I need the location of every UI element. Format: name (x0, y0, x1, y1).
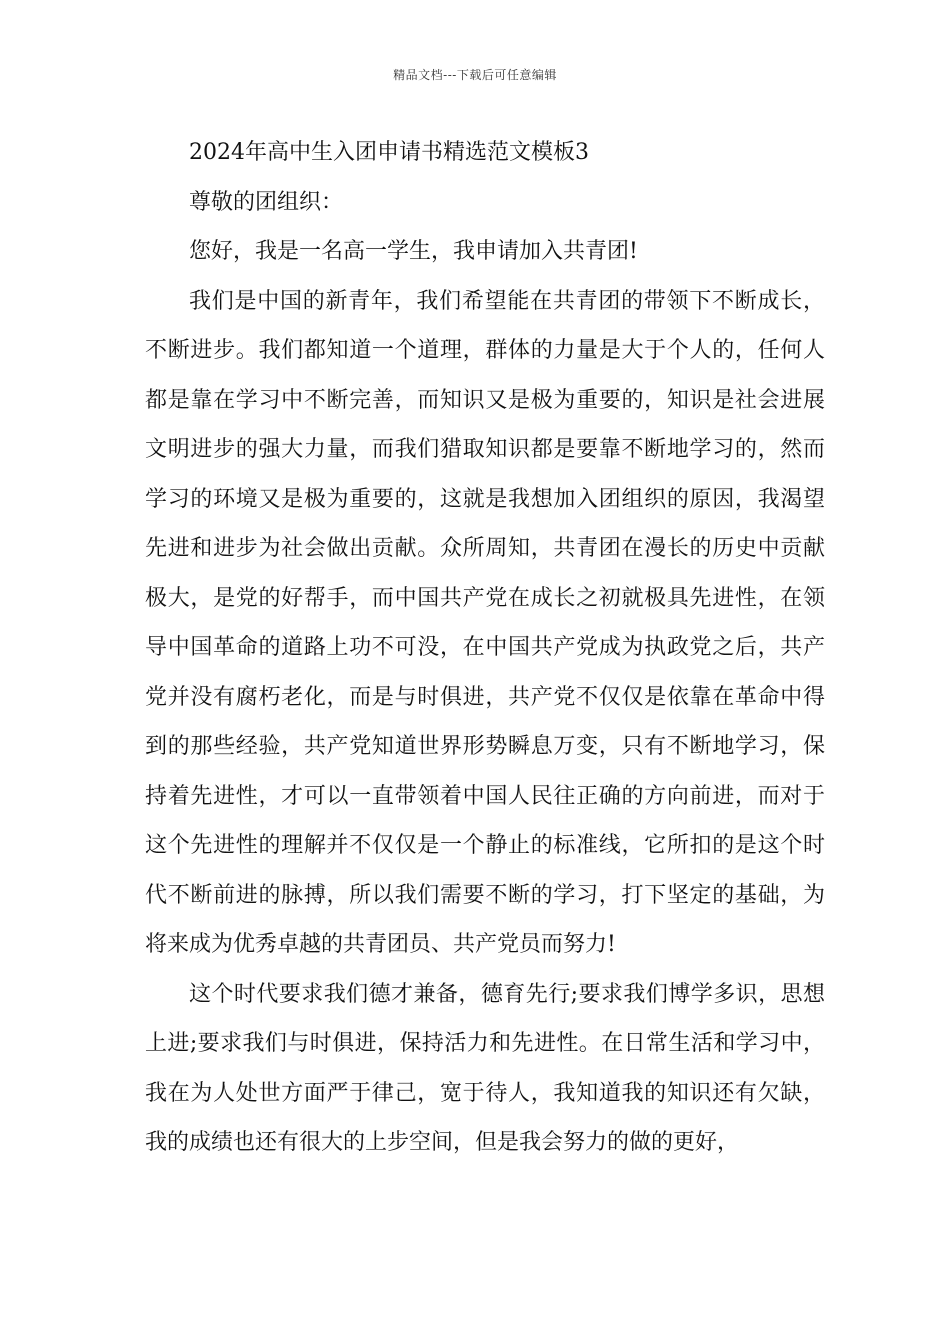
paragraph-1: 我们是中国的新青年，我们希望能在共青团的带领下不断成长，不断进步。我们都知道一个道理，群体的力量是大于个人的，任何人都是靠在学习中不断完善，而知识又是极为重要的，知识是社会进展文明进步的强大力量，而我们猎取知识都是要靠不断地学习的，然而学习的环境又是极为重要的，这就是我想加入团组织的原因，我渴望先进和进步为社会做出贡献。众所周知，共青团在漫长的历史中贡献极大，是党的好帮手，而中国共产党在成长之初就极具先进性，在领导中国革命的道路上功不可没，在中国共产党成为执政党之后，共产党并没有腐朽老化，而是与时俱进，共产党不仅仅是依靠在革命中得到的那些经验，共产党知道世界形势瞬息万变，只有不断地学习，保持着先进性，才可以一直带领着中国人民往正确的方向前进，而对于这个先进性的理解并不仅仅是一个静止的标准线，它所扣的是这个时代不断前进的脉搏，所以我们需要不断的学习，打下坚定的基础，为将来成为优秀卓越的共青团员、共产党员而努力! (145, 288, 825, 957)
salutation: 尊敬的团组织： (189, 189, 344, 215)
document-title: 2024年高中生入团申请书精选范文模板3 (189, 140, 589, 165)
page-header: 精品文档---下载后可任意编辑 (393, 68, 557, 82)
greeting: 您好，我是一名高一学生，我申请加入共青团! (189, 239, 638, 264)
document-body (145, 128, 825, 1168)
paragraph-2: 这个时代要求我们德才兼备，德育先行;要求我们博学多识，思想上进;要求我们与时俱进，保持活力和先进性。在日常生活和学习中，我在为人处世方面严于律己，宽于待人，我知道我的知识还有欠缺，我的成绩也还有很大的上步空间，但是我会努力的做的更好， (145, 981, 825, 1155)
